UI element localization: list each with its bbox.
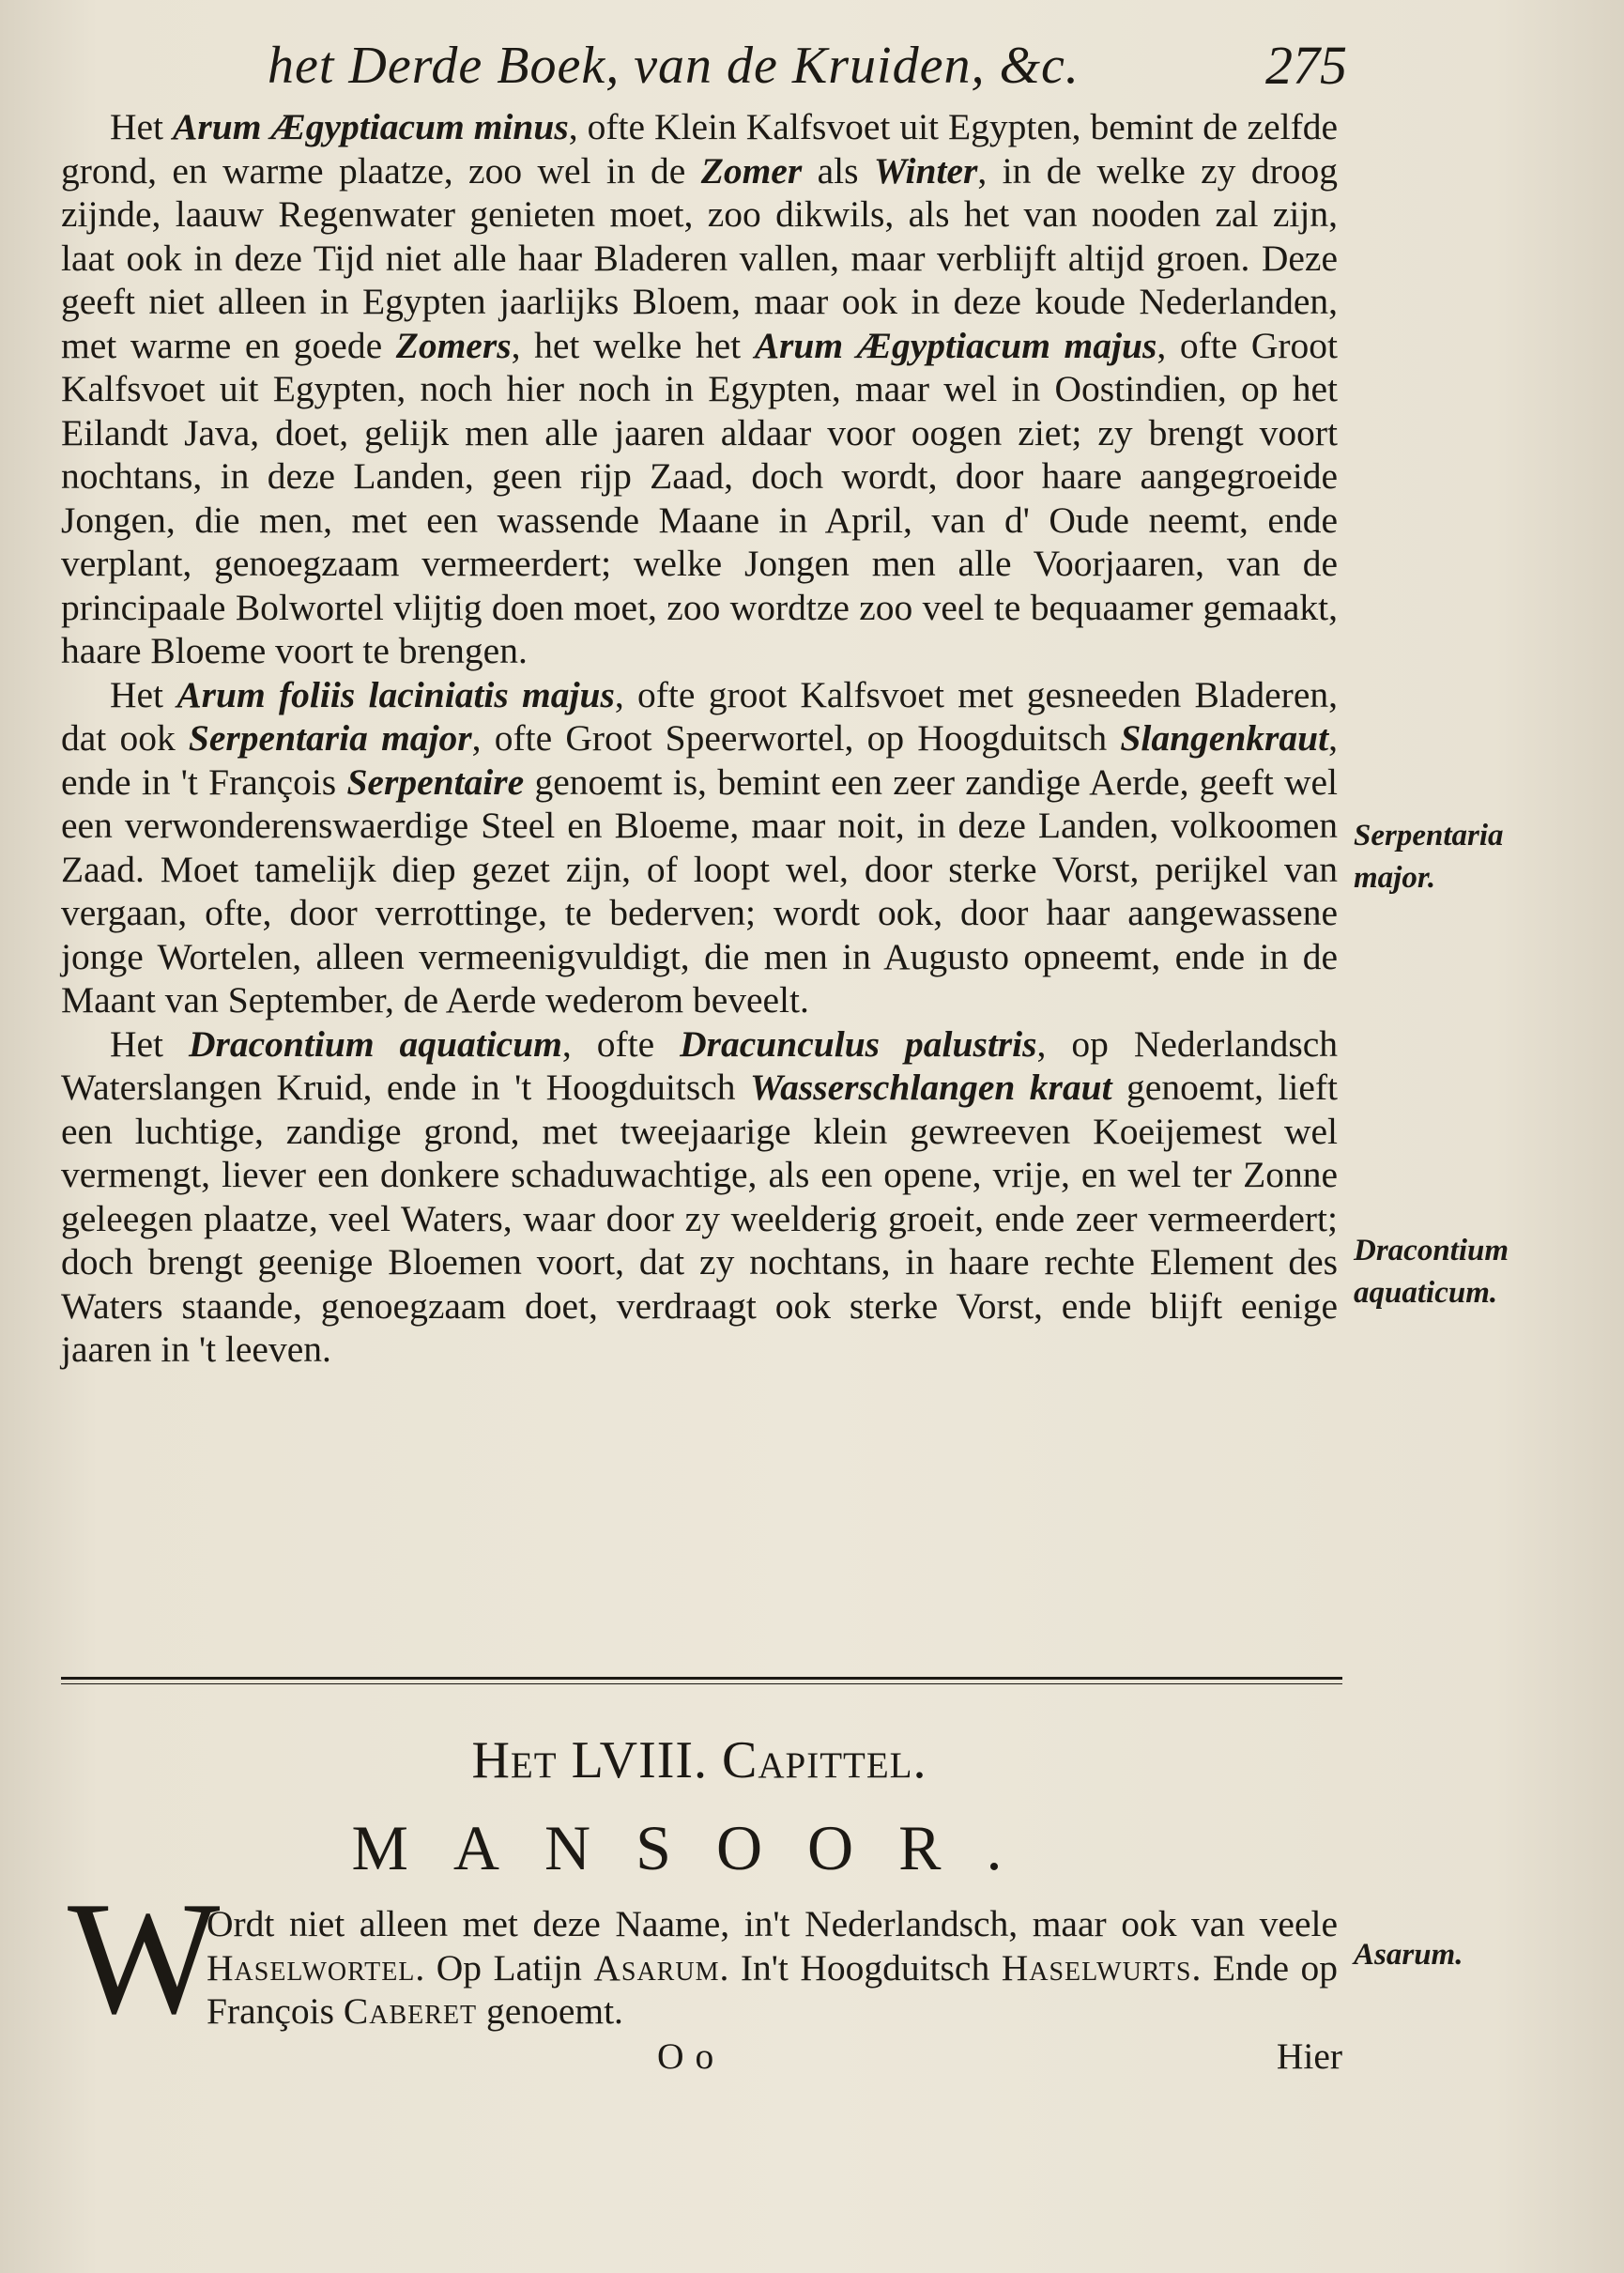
italic-term: Serpentaire [346,760,525,803]
drop-cap: W [68,1869,221,2048]
small-caps-term: Asarum [593,1946,720,1989]
catchword: Hier [1276,2035,1342,2077]
footer-line [657,2035,1342,2079]
italic-term: Wasserschlangen kraut [749,1067,1112,1108]
italic-term: Winter [873,149,978,192]
italic-term: Dracontium aquaticum [189,1022,562,1065]
page-number: 275 [1265,35,1347,96]
sidenote-asarum: Asarum. [1354,1938,1463,1972]
italic-term: Arum Ægyptiacum minus [173,106,569,147]
italic-term: Serpentaria major [188,717,472,759]
chapter-heading: Het LVIII. Capittel. [471,1731,927,1789]
small-caps-term: Haselwortel [207,1946,416,1989]
paragraph-dracontium: Het Dracontium aquaticum, ofte Dracunculus palustris, op Nederlandsch Waterslangen Kruid, ende in 't Hoogduitsch Wasserschlangen kraut genoemt, lieft een luchtige, zandige grond, met tweejaarige klein gewreeven Koeijemest wel vermengt, liever een donkere schaduwachtige, als een opene, vrije, en wel ter Zonne geleegen plaatze, veel Waters, waar door zy weelderig groeit, ende zeer vermeerdert; doch brengt geenige Bloemen voort, dat zy nochtans, in haare rechte Element des Waters staande, genoegzaam doet, verdraagt ook sterke Vorst, ende blijft eenige jaaren in 't leeven. [61,1022,1338,1370]
signature-mark: Oo [657,2035,726,2077]
paragraph-arum-aegyptiacum: Het Arum Ægyptiacum minus, ofte Klein Kalfsvoet uit Egypten, bemint de zelfde grond, en warme plaatze, zoo wel in de Zomer als Winter, in de welke zy droog zijnde, laauw Regenwater genieten moet, zoo dikwils, als het van nooden zal zijn, laat ook in deze Tijd niet alle haar Bladeren vallen, maar verblijft altijd groen. Deze geeft niet alleen in Egypten jaarlijks Bloem, maar ook in deze koude Nederlanden, met warme en goede Zomers, het welke het Arum Ægyptiacum majus, ofte Groot Kalfsvoet uit Egypten, noch hier noch in Egypten, maar wel in Oostindien, op het Eilandt Java, doet, gelijk men alle jaaren aldaar voor oogen ziet; zy brengt voort nochtans, in deze Landen, geen rijp Zaad, doch wordt, door haare aangegroeide Jongen, die men, met een wassende Maane in April, van d' Oude neemt, ende verplant, genoegzaam vermeerdert; welke Jongen men alle Voorjaaren, van de principaale Bolwortel vlijtig doen moet, zoo wordtze zoo veel te bequaamer gemaakt, haare Bloeme voort te brengen. [61,106,1339,671]
sidenote-serpentaria: Serpentaria major. [1354,819,1504,895]
italic-term: Arum foliis laciniatis majus [176,673,615,715]
sidenote-dracontium: Dracontium aquaticum. [1354,1234,1509,1310]
small-caps-term: Haselwurts [1001,1946,1192,1989]
section-divider [61,1677,1342,1680]
italic-term: Dracunculus palustris [680,1022,1037,1065]
running-head-title: het Derde Boek, van de Kruiden, &c. [268,37,1080,95]
chapter-name: MANSOOR. [351,1812,1048,1883]
running-head [268,28,1347,103]
small-caps-term: Caberet [343,1990,478,2032]
italic-term: Arum Ægyptiacum majus [754,324,1157,366]
italic-term: Zomer [700,149,803,192]
italic-term: Slangenkraut [1120,717,1329,759]
body-text [61,105,1338,1372]
paragraph-arum-laciniatis: Het Arum foliis laciniatis majus, ofte groot Kalfsvoet met gesneeden Bladeren, dat ook Serpentaria major, ofte Groot Speerwortel, op Hoogduitsch Slangenkraut, ende in 't François Serpentaire genoemt is, bemint een zeer zandige Aerde, geeft wel een verwonderenswaerdige Steel en Bloeme, maar noit, in deze Landen, volkoomen Zaad. Moet tamelijk diep gezet zijn, of loopt wel, door sterke Vorst, perijkel van vergaan, ofte, door verrottinge, te bederven; wordt ook, door haar aangewassene jonge Wortelen, alleen vermeenigvuldigt, die men in Augusto opneemt, ende in de Maant van September, de Aerde wederom beveelt. [61,673,1338,1021]
chapter-opening-paragraph: Ordt niet alleen met deze Naame, in't Nederlandsch, maar ook van veele Haselwortel. Op Latijn Asarum. In't Hoogduitsch Haselwurts. Ende op François Caberet genoemt. [207,1903,1338,2032]
italic-term: Zomers [395,324,512,366]
chapter-opening-text [207,1902,1338,2034]
